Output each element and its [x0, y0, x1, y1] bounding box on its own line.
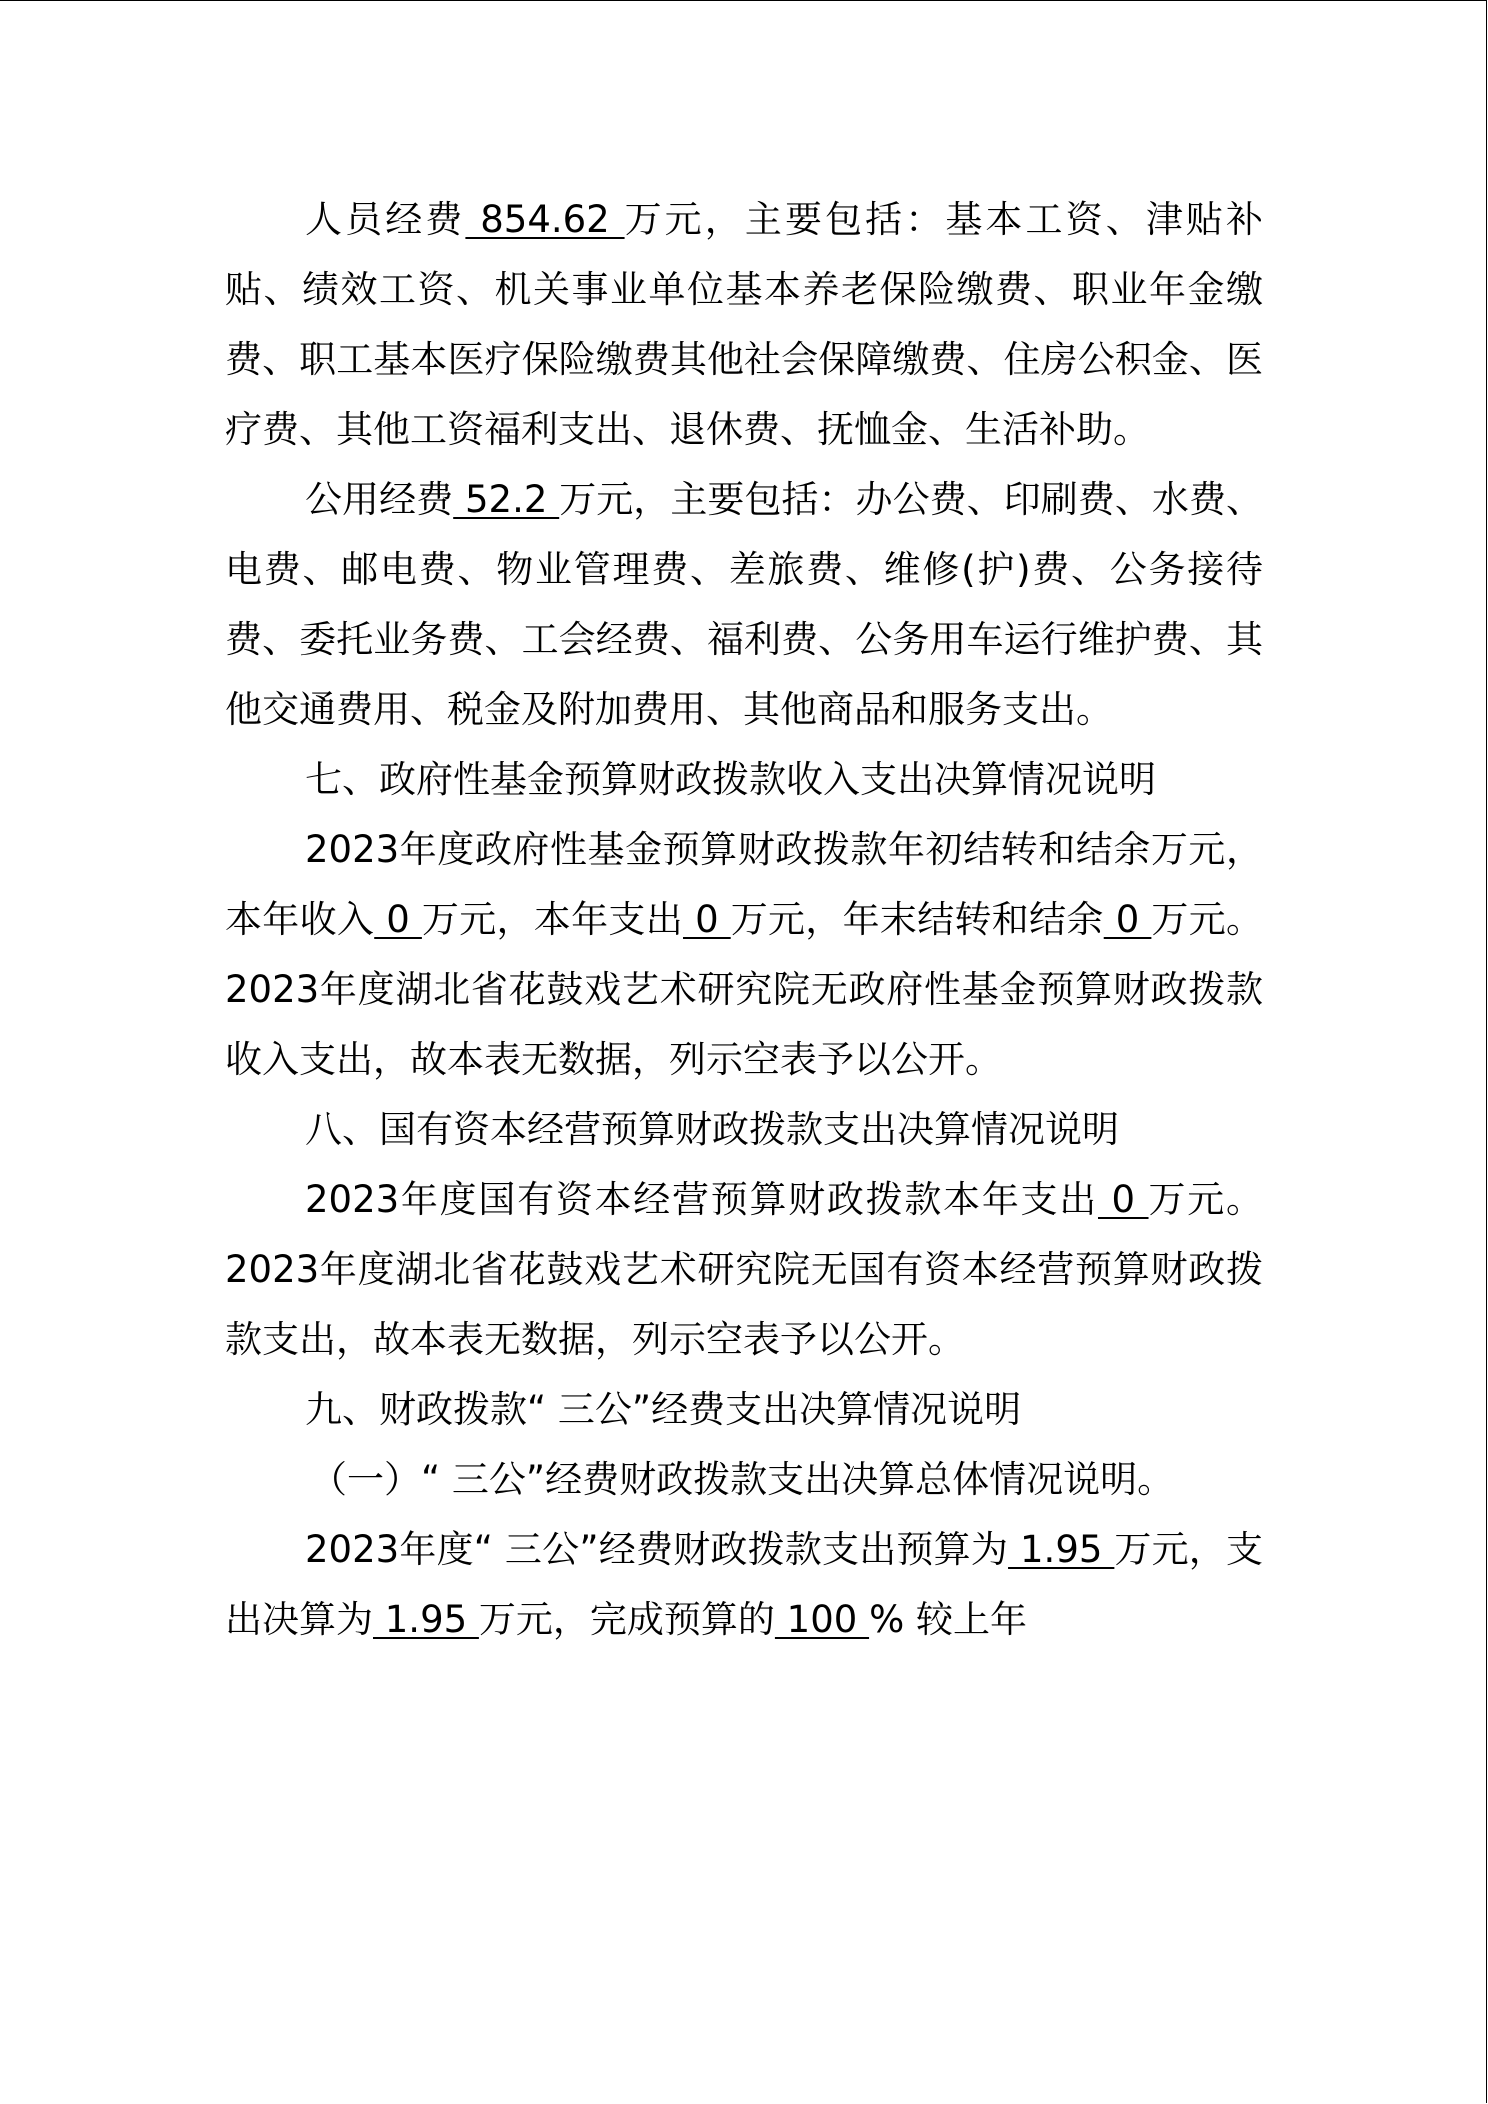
text-segment: 人员经费 — [305, 198, 466, 241]
text-segment: 万元。2023年度湖北省花鼓戏艺术研究院无政府性基金预算财政拨款收入支出，故本表无数据，列示空表予以公开。 — [225, 898, 1263, 1081]
subheading-1: （一）“ 三公”经费财政拨款支出决算总体情况说明。 — [310, 1458, 1175, 1501]
text-segment: 公用经费 — [305, 478, 454, 521]
text-segment: 万元，主要包括：基本工资、津贴补贴、绩效工资、机关事业单位基本养老保险缴费、职业年金缴费、职工基本医疗保险缴费其他社会保障缴费、住房公积金、医疗费、其他工资福利支出、退休费、抚恤金、生活补助。 — [225, 198, 1264, 451]
state-capital-expense-amount: 0 — [1098, 1178, 1149, 1221]
three-public-completion-rate: 100 — [774, 1598, 870, 1641]
section-heading-7: 七、政府性基金预算财政拨款收入支出决算情况说明 — [305, 758, 1156, 801]
text-segment: 万元，本年支出 — [421, 898, 684, 941]
text-segment: 万元，年末结转和结余 — [730, 898, 1104, 941]
personnel-expense-paragraph — [225, 185, 1263, 465]
text-segment: 2023年度政府性基金预算财政拨款年初结转和结余万元，本年收入 — [225, 828, 1263, 941]
gov-fund-expense-amount: 0 — [683, 898, 731, 941]
text-segment: 2023年度“ 三公”经费财政拨款支出预算为 — [305, 1528, 1009, 1571]
section-heading-8: 八、国有资本经营预算财政拨款支出决算情况说明 — [305, 1108, 1119, 1151]
text-segment: % 较上年 — [869, 1598, 1027, 1641]
gov-fund-balance-amount: 0 — [1103, 898, 1152, 941]
gov-fund-paragraph — [225, 815, 1263, 1095]
section-heading-9: 九、财政拨款“ 三公”经费支出决算情况说明 — [305, 1388, 1022, 1431]
public-expense-paragraph — [225, 465, 1263, 745]
public-amount: 52.2 — [453, 478, 560, 521]
gov-fund-income-amount: 0 — [374, 898, 422, 941]
text-segment: 万元，完成预算的 — [478, 1598, 775, 1641]
personnel-amount: 854.62 — [465, 198, 625, 241]
text-segment: 万元，支出决算为 — [225, 1528, 1264, 1641]
text-segment: 万元，主要包括：办公费、印刷费、水费、电费、邮电费、物业管理费、差旅费、维修(护)费、公务接待费、委托业务费、工会经费、福利费、公务用车运行维护费、其他交通费用、税金及附加费用、其他商品和服务支出。 — [225, 478, 1264, 731]
three-public-actual-amount: 1.95 — [373, 1598, 479, 1641]
three-public-budget-amount: 1.95 — [1008, 1528, 1115, 1571]
three-public-paragraph — [225, 1515, 1263, 1655]
state-capital-paragraph — [225, 1165, 1263, 1375]
text-segment: 万元。2023年度湖北省花鼓戏艺术研究院无国有资本经营预算财政拨款支出，故本表无数据，列示空表予以公开。 — [225, 1178, 1263, 1361]
text-segment: 2023年度国有资本经营预算财政拨款本年支出 — [305, 1178, 1098, 1221]
document-body — [225, 185, 1263, 1655]
